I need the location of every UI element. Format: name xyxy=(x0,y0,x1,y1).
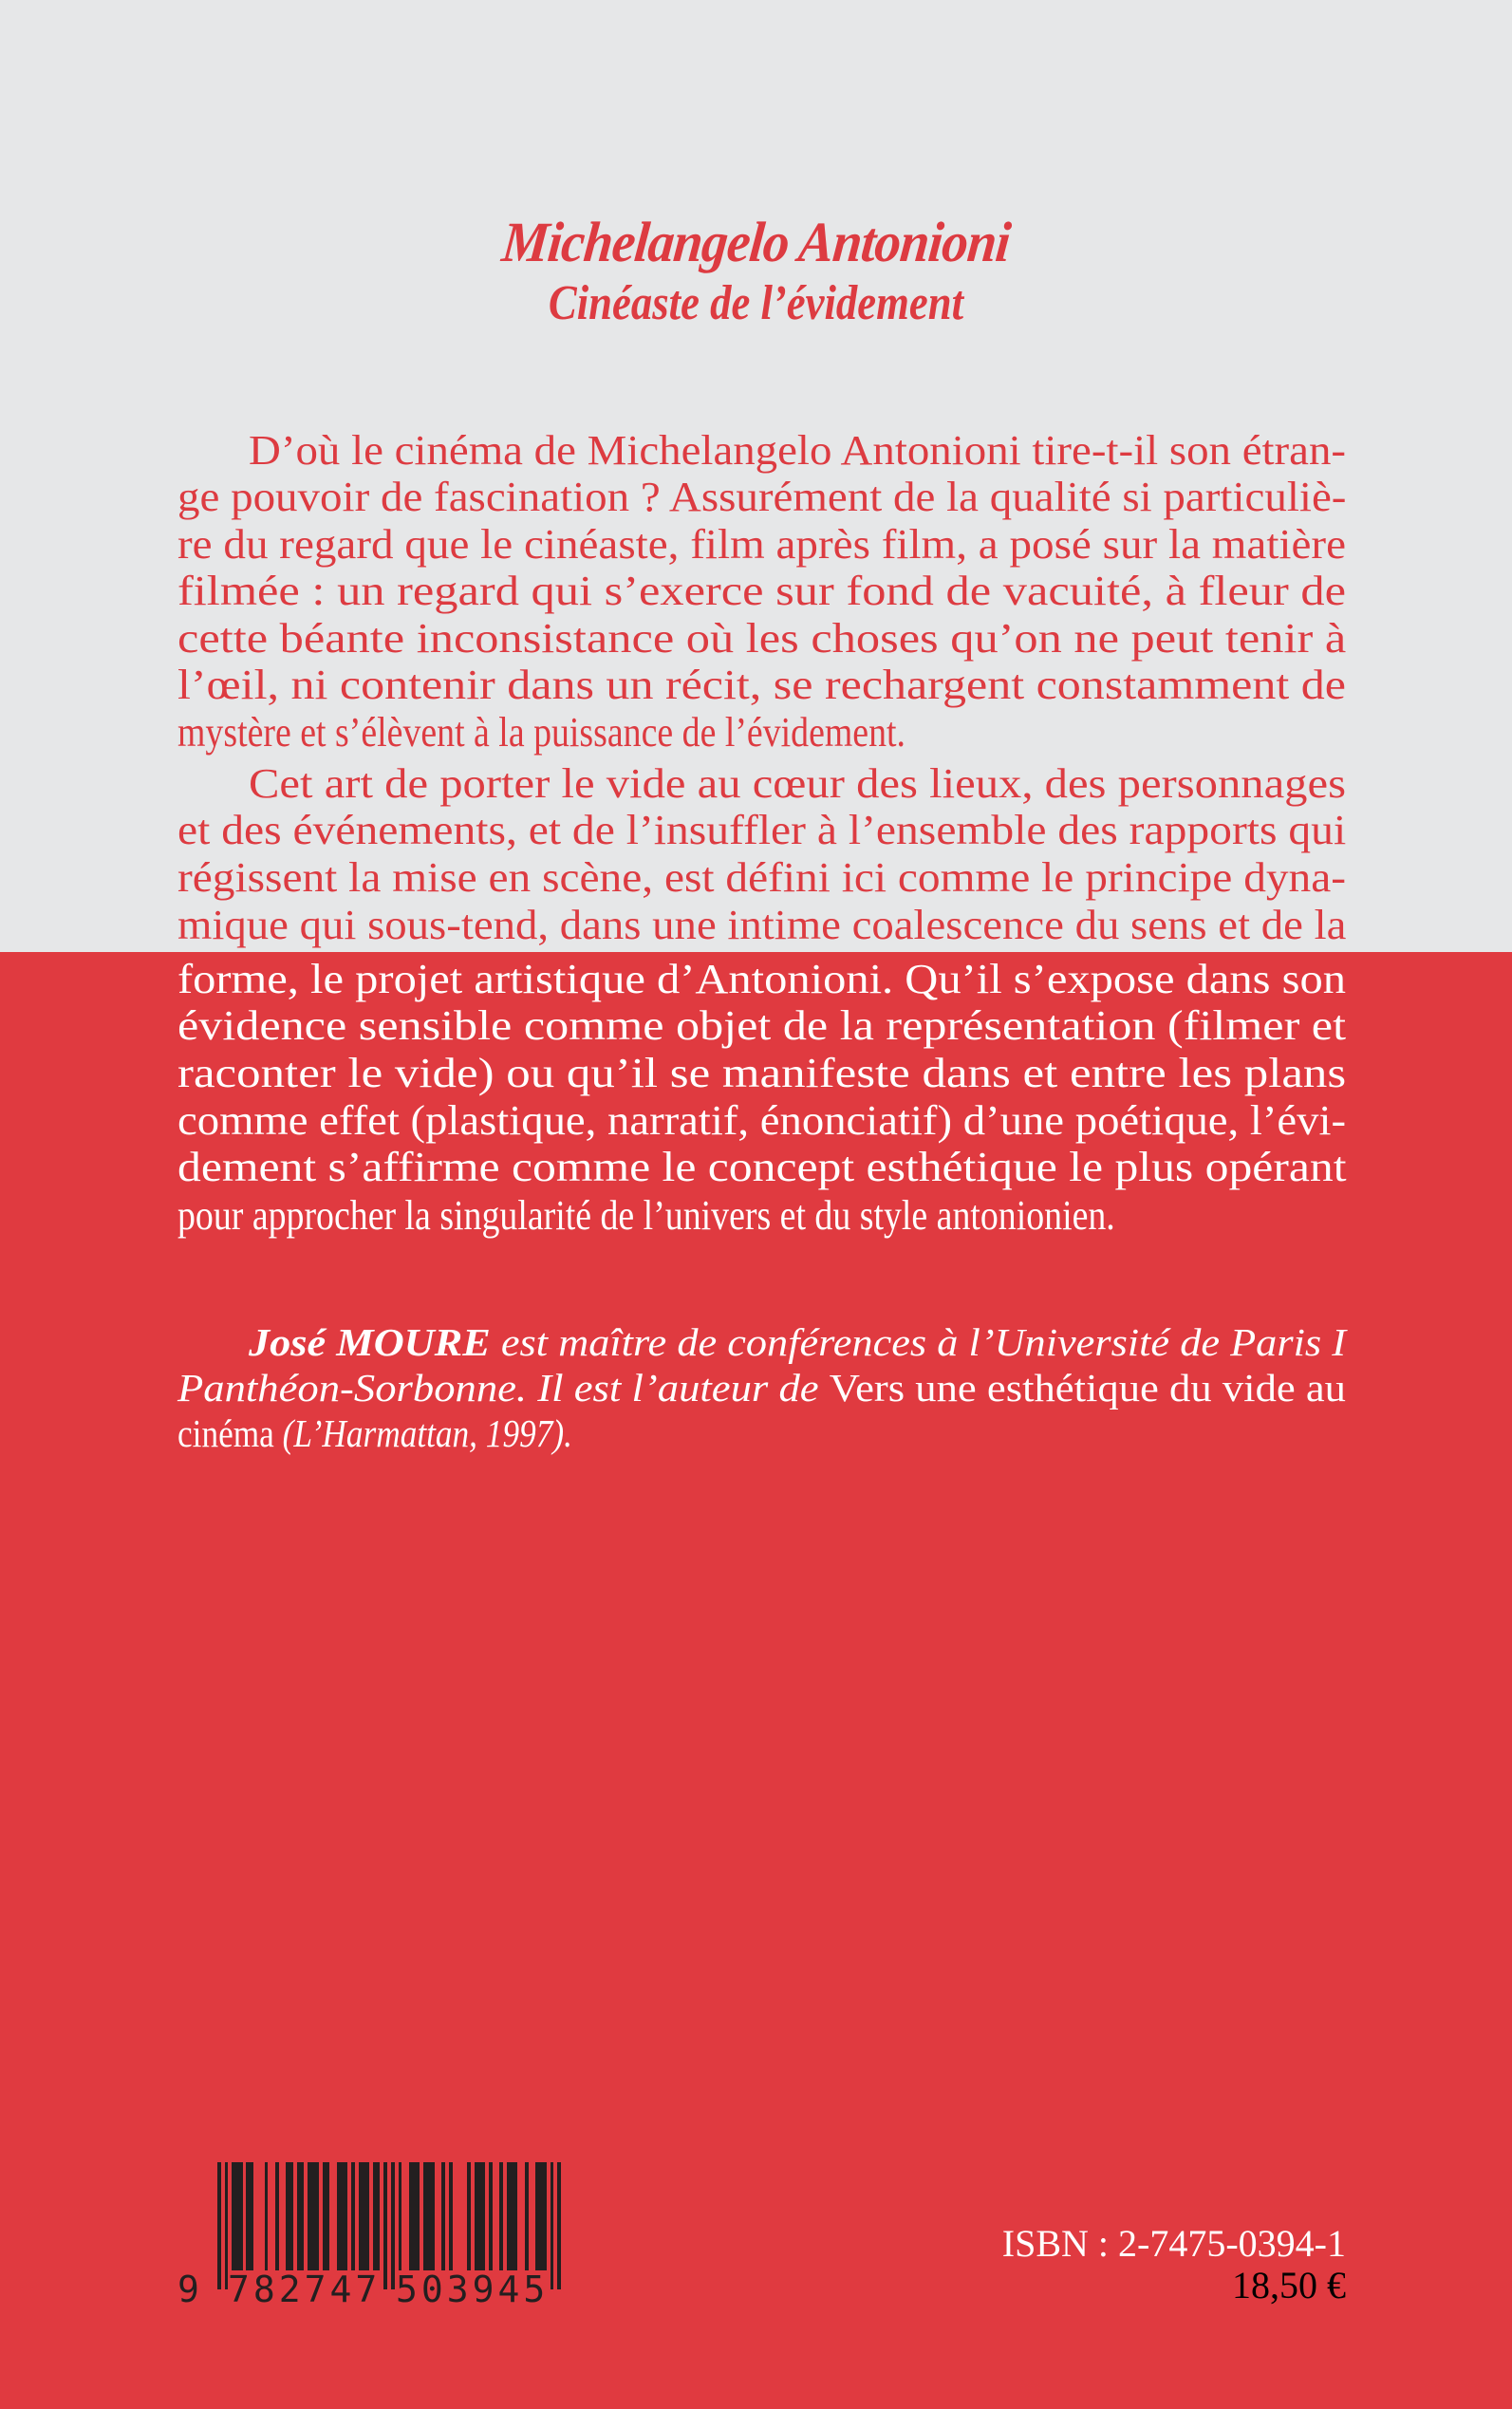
paragraph-line: filmée : un regard qui s’exerce sur fond de vacuité, à fleur de xyxy=(177,568,1346,614)
author-name: José MOURE xyxy=(249,1320,491,1364)
barcode-bar xyxy=(449,2162,453,2270)
paragraph-line: D’où le cinéma de Michelangelo Antonioni tire-t-il son étran- xyxy=(249,427,1347,474)
barcode-bar xyxy=(232,2162,242,2270)
barcode-bar xyxy=(359,2162,369,2270)
paragraph-line: raconter le vide) ou qu’il se manifeste dans et entre les plans xyxy=(177,1050,1347,1096)
barcode-bar xyxy=(308,2162,318,2270)
barcode-bar xyxy=(423,2162,434,2270)
book-reference-title-end: cinéma xyxy=(177,1411,274,1455)
paragraph-line: comme effet (plastique, narratif, énonciatif) d’une poétique, l’évi- xyxy=(177,1097,1346,1144)
barcode-left-group: 782747 xyxy=(228,2269,382,2310)
barcode-bar xyxy=(499,2162,503,2270)
barcode-bar xyxy=(265,2162,269,2270)
author-note-line: Panthéon-Sorbonne. Il est l’auteur de Vers une esthétique du vide au xyxy=(177,1366,1346,1410)
isbn-label: ISBN : 2-7475-0394-1 xyxy=(1001,2222,1346,2265)
paragraph-line: l’œil, ni contenir dans un récit, se rechargent constamment de xyxy=(177,662,1346,708)
paragraph-line: évidence sensible comme objet de la représentation (filmer et xyxy=(177,1002,1346,1049)
barcode-bar xyxy=(323,2162,330,2270)
paragraph-line: pour approcher la singularité de l’univers et du style antonionien. xyxy=(177,1192,1115,1239)
paragraph-line: mique qui sous-tend, dans une intime coalescence du sens et de la xyxy=(177,902,1347,948)
barcode-digits xyxy=(176,2269,574,2316)
paragraph-line: cette béante inconsistance où les choses qu’on ne peut tenir à xyxy=(177,615,1347,662)
barcode-right-group: 503945 xyxy=(396,2269,550,2310)
barcode-bar xyxy=(275,2162,279,2270)
barcode-first-digit: 9 xyxy=(177,2269,199,2310)
barcode-bar xyxy=(246,2162,253,2270)
barcode-bar xyxy=(441,2162,445,2270)
barcode-bar xyxy=(409,2162,420,2270)
book-reference-title: Vers une esthétique du vide au xyxy=(829,1366,1346,1410)
paragraph-line: Cet art de porter le vide au cœur des lieux, des personnages xyxy=(249,760,1346,807)
book-subtitle: Cinéaste de l’évidement xyxy=(548,276,964,330)
barcode-bar xyxy=(351,2162,355,2270)
barcode-bar xyxy=(475,2162,485,2270)
paragraph-line: forme, le projet artistique d’Antonioni. Qu’il s’expose dans son xyxy=(177,956,1346,1002)
barcode-bar xyxy=(535,2162,546,2270)
barcode-bar xyxy=(337,2162,347,2270)
paragraph-line: dement s’affirme comme le concept esthétique le plus opérant xyxy=(177,1144,1347,1190)
barcode-bar xyxy=(399,2162,402,2270)
book-title: Michelangelo Antonioni xyxy=(499,211,1013,273)
paragraph-line: régissent la mise en scène, est défini ici comme le principe dyna- xyxy=(177,854,1346,901)
price-label: 18,50 € xyxy=(1232,2264,1346,2306)
paragraph-line: re du regard que le cinéaste, film après film, a posé sur la matière xyxy=(177,521,1346,568)
author-note-line: cinéma (L’Harmattan, 1997). xyxy=(177,1411,572,1455)
author-note-line: José MOURE est maître de conférences à l’Université de Paris I xyxy=(249,1320,1346,1364)
paragraph-line: ge pouvoir de fascination ? Assurément de la qualité si particuliè- xyxy=(177,474,1347,520)
barcode-bar xyxy=(286,2162,293,2270)
barcode-bar xyxy=(489,2162,493,2270)
paragraph-line: et des événements, et de l’insuffler à l’ensemble des rapports qui xyxy=(177,807,1347,853)
barcode-bar xyxy=(297,2162,305,2270)
barcode-bar xyxy=(467,2162,471,2270)
paragraph-line: mystère et s’élèvent à la puissance de l’évidement. xyxy=(177,709,905,756)
barcode-bar xyxy=(507,2162,517,2270)
barcode-bar xyxy=(525,2162,529,2270)
barcode-bar xyxy=(373,2162,381,2270)
